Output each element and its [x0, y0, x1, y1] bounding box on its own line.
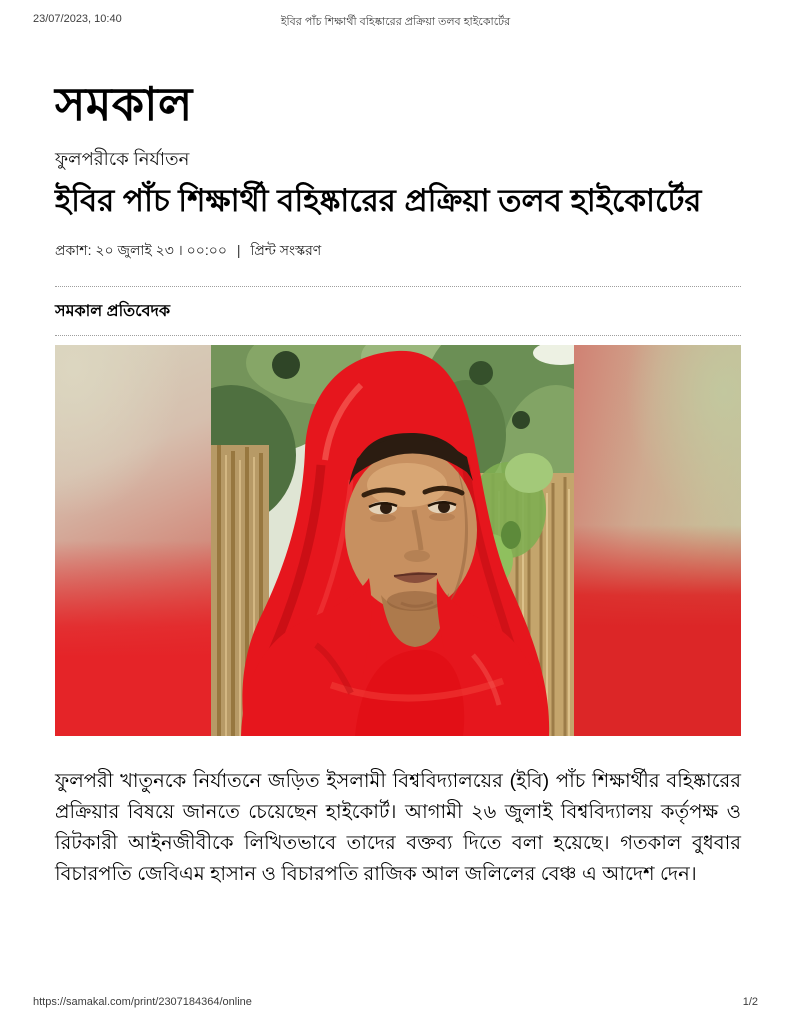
article-kicker: ফুলপরীকে নির্যাতন: [55, 149, 190, 170]
print-header: [33, 13, 758, 27]
print-url: https://samakal.com/print/2307184364/online: [33, 996, 252, 1008]
print-page-number: 1/2: [742, 996, 758, 1008]
print-version-label: প্রিন্ট সংস্করণ: [250, 241, 322, 258]
samakal-logo: সমকাল: [55, 78, 193, 130]
divider-bottom: [55, 335, 741, 336]
print-footer: [33, 996, 758, 1008]
article-content: [55, 80, 741, 891]
article-photo: [55, 345, 741, 736]
print-document-title: ইবির পাঁচ শিক্ষার্থী বহিষ্কারের প্রক্রিয়া তলব হাইকোর্টের: [280, 16, 511, 28]
meta-separator: |: [236, 241, 241, 258]
photo-blur-left-panel: [55, 345, 211, 736]
article-headline: ইবির পাঁচ শিক্ষার্থী বহিষ্কারের প্রক্রিয়া তলব হাইকোর্টের: [55, 183, 702, 219]
print-datetime: 23/07/2023, 10:40: [33, 13, 122, 25]
divider-top: [55, 286, 741, 287]
byline: সমকাল প্রতিবেদক: [55, 302, 171, 320]
photo-blur-right-panel: [574, 345, 741, 736]
portrait-woman-red-scarf: [211, 345, 574, 736]
article-meta: [55, 239, 741, 263]
article-body: ফুলপরী খাতুনকে নির্যাতনে জড়িত ইসলামী বিশ্ববিদ্যালয়ের (ইবি) পাঁচ শিক্ষার্থীর বহিষ্কারের প্রক্রিয়ার বিষয়ে জানতে চেয়েছেন হাইকোর্ট। আগামী ২৬ জুলাই বিশ্ববিদ্যালয় কর্তৃপক্ষ ও রিটকারী আইনজীবীকে লিখিতভাবে তাদের বক্তব্য দিতে বলা হয়েছে। গতকাল বুধবার বিচারপতি জেবিএম হাসান ও বিচারপতি রাজিক আল জলিলের বেঞ্চ এ আদেশ দেন।: [55, 769, 741, 886]
publish-datetime: প্রকাশ: ২০ জুলাই ২৩ । ০০:০০: [55, 241, 227, 258]
